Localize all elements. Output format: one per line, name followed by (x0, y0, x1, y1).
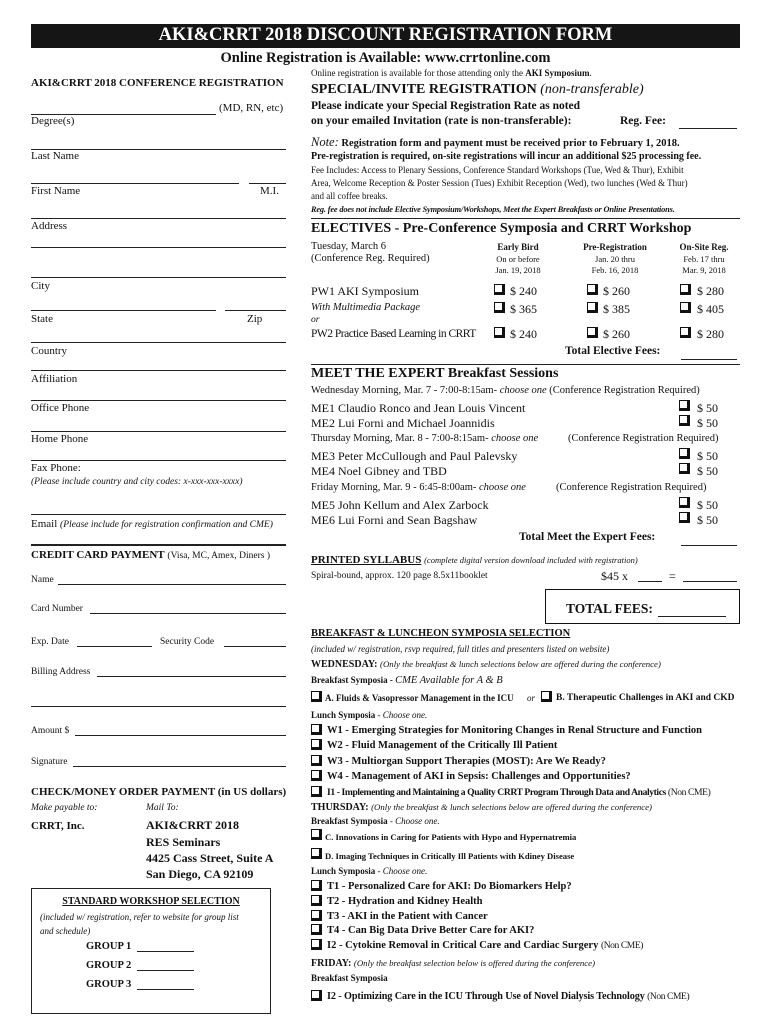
total-fees-label: TOTAL FEES: (566, 601, 653, 616)
me2-price: $ 50 (697, 416, 718, 430)
electives-date: Tuesday, March 6 (311, 241, 387, 252)
me3-checkbox[interactable] (679, 448, 690, 459)
i2-checkbox[interactable] (311, 939, 322, 950)
fee-includes-1: Fee Includes: Access to Plenary Sessions, Conference Standard Workshops (Tue, Wed & Thur), Exhibit (311, 165, 684, 175)
bls-wed-label: WEDNESDAY: (311, 659, 378, 670)
home-phone-label: Home Phone (31, 433, 89, 445)
card-number-line[interactable] (90, 613, 286, 614)
total-expert-line[interactable] (681, 545, 737, 546)
expert-thu-choose: choose one (491, 433, 539, 444)
bls-note: (included w/ registration, rsvp required, full titles and presenters listed on website) (311, 644, 610, 654)
country-label: Country (31, 345, 68, 357)
billing-address-line-2[interactable] (31, 706, 286, 707)
bls-fri-note: (Only the breakfast selection below is offered during the conference) (353, 958, 596, 968)
t4-checkbox[interactable] (311, 924, 322, 935)
t3-label: T3 - AKI in the Patient with Cancer (327, 911, 488, 922)
payable-to-label: Make payable to: (31, 803, 98, 813)
onsite-sub1: Feb. 17 thru (683, 254, 725, 264)
syllabus-title: PRINTED SYLLABUS (311, 554, 422, 566)
me3-price: $ 50 (697, 449, 718, 463)
bls-ls-choose: - Choose one. (377, 710, 428, 720)
conference-registration-title: AKI&CRRT 2018 CONFERENCE REGISTRATION (31, 77, 284, 89)
cc-name-label: Name (31, 575, 54, 585)
total-elective-line[interactable] (681, 359, 737, 360)
pw2-label: PW2 Practice Based Learning in CRRT (311, 328, 476, 340)
mi-line[interactable] (249, 183, 286, 184)
w3-checkbox[interactable] (311, 755, 322, 766)
address-line-2[interactable] (31, 247, 286, 248)
mail-line-1: AKI&CRRT 2018 (146, 818, 240, 832)
early-bird-sub1: On or before (496, 254, 540, 264)
mail-line-4: San Diego, CA 92109 (146, 867, 254, 881)
bls-ls2-choose: - Choose one. (377, 866, 428, 876)
me5-price: $ 50 (697, 498, 718, 512)
last-name-label: Last Name (31, 150, 79, 162)
security-code-label: Security Code (160, 637, 215, 647)
i1-row (327, 787, 710, 798)
pw2-early-price: $ 240 (510, 327, 537, 341)
expert-wed-row (311, 385, 700, 396)
mail-line-2: RES Seminars (146, 835, 221, 849)
me4-price: $ 50 (697, 464, 718, 478)
multimedia-label: With Multimedia Package (311, 302, 421, 313)
degree-label: Degree(s) (31, 115, 75, 127)
fee-includes-2: Area, Welcome Reception & Poster Session (Tues) Exhibit Reception (Wed), two lunches (Wed & Thur) (311, 178, 688, 188)
email-label: Email (31, 518, 58, 530)
online-registration: Online Registration is Available: www.crrtonline.com (220, 50, 551, 66)
zip-label: Zip (247, 313, 263, 325)
option-c-checkbox[interactable] (311, 829, 322, 840)
home-phone-line[interactable] (31, 431, 286, 432)
me1-label: ME1 Claudio Ronco and Jean Louis Vincent (311, 401, 526, 415)
bls-wed-note: (Only the breakfast & lunch selections below are offered during the conference) (380, 659, 661, 669)
me5-label: ME5 John Kellum and Alex Zarbock (311, 498, 489, 512)
mail-line-3: 4425 Cass Street, Suite A (146, 851, 274, 865)
bls-ls-label: Lunch Symposia (311, 710, 376, 720)
check-currency: (in US dollars) (217, 786, 287, 798)
t2-label: T2 - Hydration and Kidney Health (327, 896, 483, 907)
bls-fri-row (311, 958, 595, 969)
first-name-line[interactable] (31, 183, 239, 184)
pw1-label: PW1 AKI Symposium (311, 284, 420, 298)
pre-reg-sub1: Jan. 20 thru (595, 254, 635, 264)
expert-wed-req: (Conference Registration Required) (549, 385, 700, 396)
special-divider (311, 218, 740, 219)
note-text: Registration form and payment must be received prior to February 1, 2018. (341, 138, 680, 149)
signature-label: Signature (31, 757, 68, 767)
prereg-note: Pre-registration is required, on-site registrations will incur an additional $25 processing fee. (311, 151, 702, 162)
expert-thu-row (311, 433, 538, 444)
pw1-onsite-checkbox[interactable] (680, 284, 691, 295)
electives-title: ELECTIVES - Pre-Conference Symposia and CRRT Workshop (311, 221, 692, 236)
w3-label: W3 - Multiorgan Support Therapies (MOST): Are We Ready? (327, 756, 606, 767)
bls-thu-row (311, 802, 652, 813)
or-label: or (311, 315, 320, 325)
early-bird-sub2: Jan. 19, 2018 (495, 265, 541, 275)
pw1-onsite-price: $ 280 (697, 284, 724, 298)
exp-date-label: Exp. Date (31, 637, 69, 647)
office-phone-label: Office Phone (31, 402, 90, 414)
total-fees-line[interactable] (658, 616, 726, 617)
mm-pre-price: $ 385 (603, 302, 630, 316)
w4-checkbox[interactable] (311, 770, 322, 781)
i2b-label: I2 - Optimizing Care in the ICU Through Use of Novel Dialysis Technology (327, 991, 645, 1002)
reg-fee-label: Reg. Fee: (620, 115, 666, 127)
pw1-early-price: $ 240 (510, 284, 537, 298)
option-or: or (527, 693, 536, 703)
pre-reg-sub2: Feb. 16, 2018 (591, 265, 639, 275)
bls-bs-label: Breakfast Symposia - (311, 675, 393, 685)
group-1-line[interactable] (137, 951, 194, 952)
check-payment-title (31, 786, 286, 798)
billing-address-label: Billing Address (31, 667, 91, 677)
reg-fee-line[interactable] (679, 128, 737, 129)
pw1-early-checkbox[interactable] (494, 284, 505, 295)
i1-checkbox[interactable] (311, 786, 322, 797)
bls-ls2-label: Lunch Symposia (311, 866, 376, 876)
bls-fri-label: FRIDAY: (311, 958, 352, 969)
check-title: CHECK/MONEY ORDER PAYMENT (31, 786, 215, 798)
group-2-label: GROUP 2 (86, 960, 132, 971)
workshop-note-1: (included w/ registration, refer to website for group list (40, 912, 239, 922)
fax-phone-line[interactable] (31, 460, 286, 461)
pw1-pre-price: $ 260 (603, 284, 630, 298)
mm-pre-checkbox[interactable] (587, 302, 598, 313)
mm-onsite-price: $ 405 (697, 302, 724, 316)
electives-divider (311, 364, 740, 365)
group-2-line[interactable] (137, 970, 194, 971)
credit-card-header (31, 549, 270, 561)
workshop-note-2: and schedule) (40, 926, 91, 936)
bls-bs-cme: CME Available for A & B (395, 675, 503, 686)
address-line-1[interactable] (31, 218, 286, 219)
fee-exclusions: Reg. fee does not include Elective Symposium/Workshops, Meet the Expert Breakfasts or Online Presentations. (311, 205, 675, 214)
onsite-sub2: Mar. 9, 2018 (682, 265, 726, 275)
expert-fri: Friday Morning, Mar. 9 - 6:45-8:00am- (311, 482, 477, 493)
availability-note: Online registration is available for those attending only the AKI Symposium. (311, 68, 592, 78)
note-row (311, 135, 680, 150)
i2b-note: (Non CME) (647, 992, 690, 1002)
me2-label: ME2 Lui Forni and Michael Joannidis (311, 416, 495, 430)
bls-thu-note: (Only the breakfast & lunch selections below are offered during the conference) (371, 802, 652, 812)
option-a-label: A. Fluids & Vasopressor Management in the ICU (325, 693, 514, 703)
expert-title: MEET THE EXPERT Breakfast Sessions (311, 366, 559, 381)
email-line[interactable] (31, 514, 286, 515)
pre-reg-header: Pre-Registration (583, 242, 647, 252)
card-number-label: Card Number (31, 604, 83, 614)
me4-checkbox[interactable] (679, 463, 690, 474)
t4-label: T4 - Can Big Data Drive Better Care for AKI? (327, 925, 535, 936)
bls-bs3-label: Breakfast Symposia (311, 973, 388, 983)
total-expert-label: Total Meet the Expert Fees: (519, 531, 656, 543)
pw1-pre-checkbox[interactable] (587, 284, 598, 295)
me1-price: $ 50 (697, 401, 718, 415)
fax-note: (Please include country and city codes: x-xxx-xxx-xxxx) (31, 477, 243, 487)
form-title: AKI&CRRT 2018 DISCOUNT REGISTRATION FORM (158, 25, 613, 45)
bls-bs2-label: Breakfast Symposia (311, 816, 388, 826)
amount-line[interactable] (75, 735, 286, 736)
special-title-note: (non-transferable) (540, 82, 644, 97)
mi-label: M.I. (260, 185, 279, 197)
group-3-label: GROUP 3 (86, 979, 132, 990)
workshop-title: STANDARD WORKSHOP SELECTION (62, 896, 240, 907)
me6-checkbox[interactable] (679, 512, 690, 523)
bls-thu-label: THURSDAY: (311, 802, 369, 813)
me4-label: ME4 Noel Gibney and TBD (311, 464, 447, 478)
city-label: City (31, 280, 50, 292)
expert-wed: Wednesday Morning, Mar. 7 - 7:00-8:15am- (311, 385, 498, 396)
syllabus-desc: Spiral-bound, approx. 120 page 8.5x11booklet (311, 571, 488, 581)
t2-checkbox[interactable] (311, 895, 322, 906)
office-phone-line[interactable] (31, 400, 286, 401)
cc-name-line[interactable] (58, 584, 286, 585)
w2-label: W2 - Fluid Management of the Critically Ill Patient (327, 740, 558, 751)
bls-wed-row (311, 659, 661, 670)
pw2-onsite-checkbox[interactable] (680, 327, 691, 338)
pw2-early-checkbox[interactable] (494, 327, 505, 338)
credit-card-title: CREDIT CARD PAYMENT (31, 549, 165, 561)
electives-date-note: (Conference Reg. Required) (311, 253, 430, 264)
i2-label: I2 - Cytokine Removal in Critical Care and Cardiac Surgery (327, 940, 599, 951)
bls-ls2-row (311, 866, 427, 876)
group-1-label: GROUP 1 (86, 941, 132, 952)
availability-text: Online registration is available for those attending only the (311, 68, 526, 78)
state-line[interactable] (31, 310, 216, 311)
bls-bs-row (311, 675, 503, 686)
me6-label: ME6 Lui Forni and Sean Bagshaw (311, 513, 478, 527)
w4-label: W4 - Management of AKI in Sepsis: Challenges and Opportunities? (327, 771, 631, 782)
option-c-label: C. Innovations in Caring for Patients with Hypo and Hypernatremia (325, 832, 577, 842)
md-rn-label: (MD, RN, etc) (219, 102, 284, 114)
option-b-label: B. Therapeutic Challenges in AKI and CKD (556, 693, 735, 703)
mm-early-checkbox[interactable] (494, 302, 505, 313)
address-line-3[interactable] (31, 277, 286, 278)
option-d-label: D. Imaging Techniques in Critically Ill Patients with Kdiney Disease (325, 851, 575, 861)
pw2-onsite-price: $ 280 (697, 327, 724, 341)
total-elective-label: Total Elective Fees: (565, 345, 661, 357)
billing-address-line[interactable] (97, 676, 286, 677)
left-divider (31, 544, 286, 546)
w1-checkbox[interactable] (311, 724, 322, 735)
group-3-line[interactable] (137, 989, 194, 990)
bls-ls-row (311, 710, 427, 720)
t3-checkbox[interactable] (311, 910, 322, 921)
t1-checkbox[interactable] (311, 880, 322, 891)
email-row (31, 518, 273, 530)
w1-label: W1 - Emerging Strategies for Monitoring Changes in Renal Structure and Function (327, 725, 702, 736)
w2-checkbox[interactable] (311, 739, 322, 750)
syllabus-note: (complete digital version download included with registration) (424, 555, 638, 565)
amount-label: Amount $ (31, 726, 70, 736)
mm-early-price: $ 365 (510, 302, 537, 316)
special-title (311, 82, 644, 98)
me3-label: ME3 Peter McCullough and Paul Palevsky (311, 449, 518, 463)
pw2-pre-price: $ 260 (603, 327, 630, 341)
expert-fri-choose: choose one (478, 482, 526, 493)
syllabus-price: $45 x (601, 569, 628, 583)
bls-title: BREAKFAST & LUNCHEON SYMPOSIA SELECTION (311, 628, 571, 639)
fax-phone-label: Fax Phone: (31, 462, 81, 474)
option-b-checkbox[interactable] (541, 691, 552, 702)
syllabus-equals: = (669, 569, 676, 583)
onsite-header: On-Site Reg. (679, 242, 729, 252)
expert-thu: Thursday Morning, Mar. 8 - 7:00-8:15am- (311, 433, 489, 444)
mail-to-label: Mail To: (146, 803, 179, 813)
expert-thu-req: (Conference Registration Required) (568, 433, 719, 444)
expert-wed-choose: choose one (499, 385, 547, 396)
expert-fri-req: (Conference Registration Required) (556, 482, 707, 493)
me2-checkbox[interactable] (679, 415, 690, 426)
syllabus-row (311, 554, 638, 566)
fee-includes-3: and all coffee breaks. (311, 191, 388, 201)
i2b-checkbox[interactable] (311, 990, 322, 1001)
pw2-pre-checkbox[interactable] (587, 327, 598, 338)
i1-label: I1 - Implementing and Maintaining a Quality CRRT Program Through Data and Analytics (327, 787, 666, 798)
mm-onsite-checkbox[interactable] (680, 302, 691, 313)
email-note: (Please include for registration confirmation and CME) (60, 520, 273, 530)
option-a-checkbox[interactable] (311, 691, 322, 702)
affiliation-label: Affiliation (31, 373, 78, 385)
exp-date-line[interactable] (77, 646, 152, 647)
note-label: Note: (311, 135, 339, 149)
special-title-text: SPECIAL/INVITE REGISTRATION (311, 82, 537, 97)
special-line-2: on your emailed Invitation (rate is non-transferable): (311, 115, 572, 127)
signature-line[interactable] (73, 766, 286, 767)
early-bird-header: Early Bird (497, 242, 539, 252)
syllabus-qty-line[interactable] (638, 581, 662, 582)
i1-note: (Non CME) (667, 787, 711, 798)
i2-note: (Non CME) (600, 941, 644, 951)
special-line-1: Please indicate your Special Registration Rate as noted (311, 100, 581, 112)
bls-bs2-row (311, 816, 440, 826)
syllabus-total-line[interactable] (683, 581, 737, 582)
address-label: Address (31, 220, 68, 232)
i2b-row (327, 991, 689, 1002)
expert-fri-row (311, 482, 526, 493)
zip-line[interactable] (225, 310, 286, 311)
first-name-label: First Name (31, 185, 81, 197)
bls-bs2-choose: - Choose one. (389, 816, 440, 826)
me1-checkbox[interactable] (679, 400, 690, 411)
t1-label: T1 - Personalized Care for AKI: Do Biomarkers Help? (327, 881, 572, 892)
credit-card-types: (Visa, MC, Amex, Diners ) (167, 551, 271, 561)
me6-price: $ 50 (697, 513, 718, 527)
country-line[interactable] (31, 342, 286, 343)
option-d-checkbox[interactable] (311, 848, 322, 859)
i2-row (327, 940, 643, 951)
me5-checkbox[interactable] (679, 497, 690, 508)
payee-name: CRRT, Inc. (31, 820, 85, 832)
state-label: State (31, 313, 53, 325)
availability-bold: AKI Symposium (525, 68, 590, 78)
affiliation-line[interactable] (31, 370, 286, 371)
security-code-line[interactable] (224, 646, 286, 647)
